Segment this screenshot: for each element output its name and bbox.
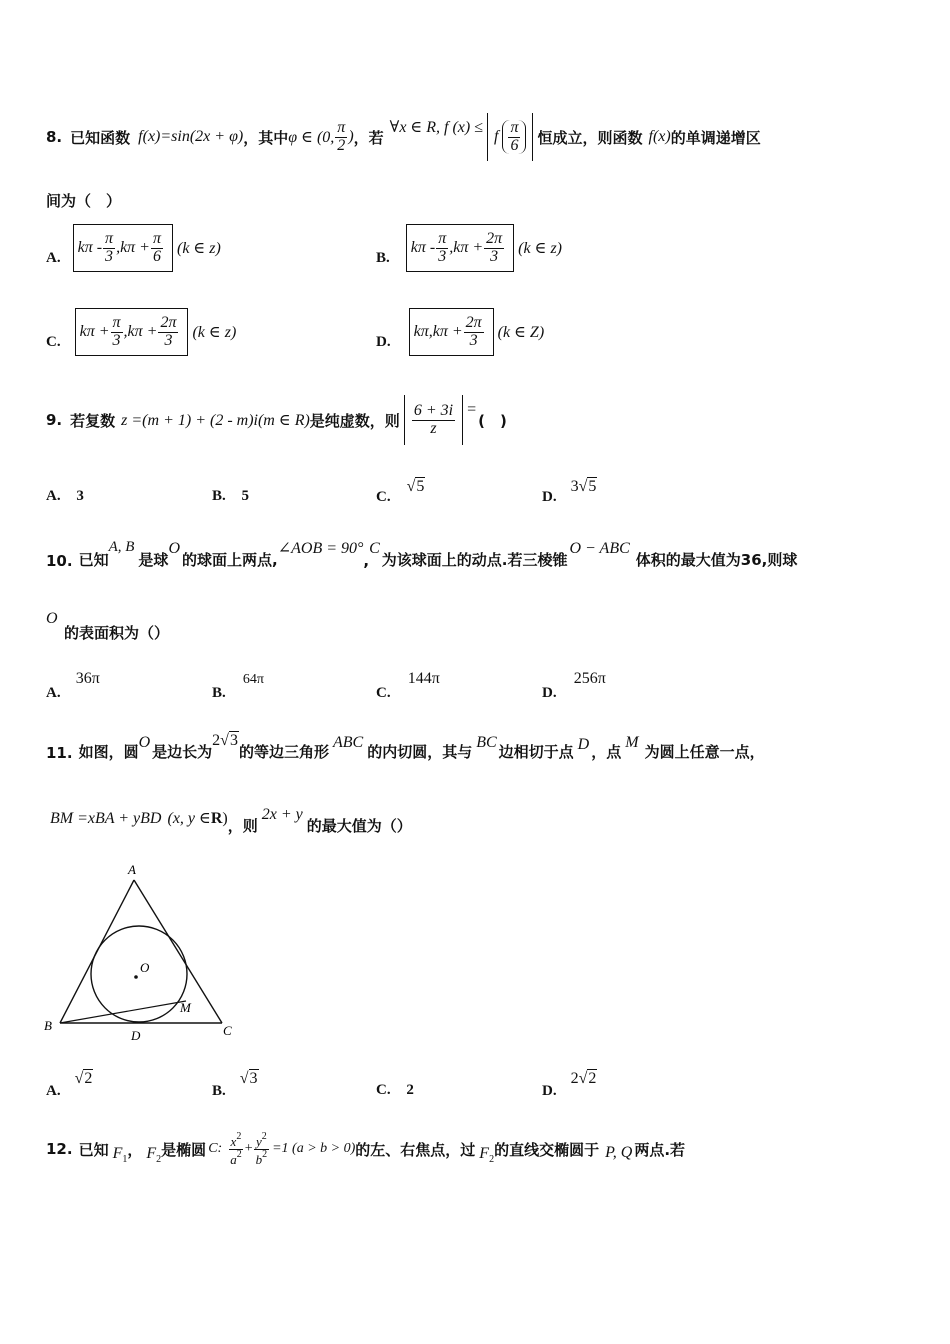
q10-number: 10.: [46, 552, 73, 570]
q8-option-c-label: C.: [46, 333, 61, 350]
q11-side-coef: 2: [212, 732, 221, 749]
q10-line-2: [46, 608, 58, 644]
question-10: [46, 534, 797, 570]
q11-option-b[interactable]: B. √3: [212, 1070, 258, 1099]
q12-c: C:: [208, 1141, 223, 1156]
q11-text-6: ，点: [591, 743, 622, 761]
q10-ab: A, B: [108, 539, 135, 555]
q8-text-1: 已知函数: [70, 128, 131, 147]
q9-option-a[interactable]: A. 3: [46, 488, 84, 504]
q12-text-4: 的直线交椭圆于: [494, 1140, 600, 1159]
q10-text-5: 体积的最大值为36,则球: [635, 551, 798, 569]
q12-f2: $F_2$: [146, 1145, 162, 1165]
q11-expr: 2x + y: [261, 806, 303, 823]
question-12: [46, 1124, 685, 1174]
q9-abs-frac: $\frac{6 + 3i}{z}$: [404, 395, 463, 445]
q11-cond-post: ): [222, 810, 228, 827]
q10-comma: ,: [363, 552, 370, 570]
q11-text-5: 边相切于点: [498, 743, 574, 761]
q12-text-2: 是椭圆: [161, 1140, 207, 1159]
label-b: B: [44, 1018, 52, 1033]
label-o: O: [140, 960, 150, 975]
q11-vector-eq: BM =xBA + yBD: [50, 810, 162, 827]
q8-option-c[interactable]: C. kπ + $\frac{\pi}{3}$ ,kπ + $\frac{2\pi}{3}$ (k ∈ z): [46, 306, 236, 358]
q10-text-3: 的球面上两点,: [182, 551, 278, 569]
q12-text-1: 已知: [78, 1140, 109, 1159]
q11-o: O: [138, 734, 151, 751]
q8-option-d-label: D.: [376, 333, 391, 350]
q9-option-c[interactable]: C. √5: [376, 478, 425, 505]
q8-text-3: ，若: [353, 128, 384, 147]
label-c: C: [223, 1023, 232, 1038]
q11-text-7: 为圆上任意一点，: [644, 743, 765, 761]
q11-option-d[interactable]: D. 2 √2: [542, 1070, 597, 1099]
q8-f-inner: f: [494, 128, 499, 145]
q12-plus: +: [244, 1141, 253, 1156]
q9-number: 9.: [46, 411, 63, 429]
q8-number: 8.: [46, 128, 63, 146]
q11-cond-r: R: [210, 810, 223, 827]
q8-paren-x: (x): [142, 128, 161, 145]
q8-function-expr: =sin(2x + φ): [160, 128, 244, 145]
q10-text-2: 是球: [138, 551, 169, 569]
q8-phi-range: φ ∈ (0,: [288, 129, 335, 146]
q9-text-3: ( ): [478, 411, 507, 430]
q12-number: 12.: [46, 1140, 73, 1158]
question-11: [46, 728, 765, 762]
q11-cond-pre: (x, y ∈: [167, 810, 211, 827]
q11-option-c[interactable]: C. 2: [376, 1082, 414, 1098]
q11-m: M: [625, 734, 639, 751]
q8-line-2: 间为（ ）: [46, 192, 122, 210]
q8-text-2: ，其中: [243, 128, 289, 147]
inscribed-circle: [91, 926, 187, 1022]
q8-option-b[interactable]: B. kπ - $\frac{\pi}{3}$ ,kπ + $\frac{2\pi}{3}$ (k ∈ z): [376, 222, 562, 274]
q10-o1: O: [168, 540, 180, 557]
q12-y-over-b: $\frac{y^2}{b^2}$: [255, 1130, 268, 1167]
q10-angle: ∠AOB = 90°: [277, 540, 364, 557]
q11-line-2: [46, 802, 412, 836]
label-m: M: [180, 1000, 191, 1015]
q8-option-b-label: B.: [376, 249, 390, 266]
q10-o2: O: [46, 610, 58, 627]
q8-close-paren: ): [348, 128, 354, 145]
q10-option-d[interactable]: D. 256π: [542, 670, 606, 701]
q9-option-b[interactable]: B. 5: [212, 488, 250, 504]
q8-option-a-label: A.: [46, 249, 61, 266]
q8-f2: f: [648, 128, 653, 145]
q12-f3: $F_2$: [479, 1145, 495, 1165]
q11-text-4: 的内切圆，其与: [367, 743, 473, 761]
q10-text-6: 的表面积为（）: [64, 624, 170, 642]
q9-expr: z =(m + 1) + (2 - m)i(m ∈ R): [121, 412, 310, 429]
q8-paren-x2: (x): [652, 128, 671, 145]
q12-x-over-a: $\frac{x^2}{a^2}$: [230, 1130, 242, 1167]
q8-option-d[interactable]: D. kπ,kπ + $\frac{2\pi}{3}$ (k ∈ Z): [376, 306, 544, 358]
q9-text-1: 若复数: [70, 411, 116, 430]
q11-abc: ABC: [332, 734, 364, 751]
q12-f1: $F_1$: [112, 1145, 128, 1165]
q11-option-a[interactable]: A. √2: [46, 1070, 93, 1099]
q12-ellipse-rest: =1 (a > b > 0): [272, 1141, 356, 1156]
q9-option-d[interactable]: D. 3 √5: [542, 478, 597, 505]
q10-text-1: 已知: [78, 551, 109, 569]
q11-text-3: 的等边三角形: [238, 743, 329, 761]
center-point-o: [134, 975, 138, 979]
label-d: D: [131, 1028, 141, 1043]
q10-oabc: O − ABC: [569, 540, 630, 557]
q11-d: D: [577, 736, 590, 753]
q9-equals: =: [467, 401, 477, 418]
q11-bc: BC: [476, 734, 497, 751]
q12-text-3: 的左、右焦点，过: [355, 1140, 476, 1159]
q11-number: 11.: [46, 744, 73, 762]
q11-figure: [40, 860, 240, 1045]
q10-option-a[interactable]: A. 36π: [46, 670, 100, 701]
q12-comma: ，: [127, 1140, 143, 1159]
q8-option-a[interactable]: A. kπ - $\frac{\pi}{3}$ ,kπ + $\frac{\pi}{6}$ (k ∈ z): [46, 222, 221, 274]
q8-pi-over-6: $\frac{\pi}{6}$: [510, 118, 519, 154]
q10-option-c[interactable]: C. 144π: [376, 670, 440, 701]
question-9: [46, 392, 507, 448]
q11-text-2: 是边长为: [152, 743, 213, 761]
q8-f: f: [138, 128, 143, 145]
q12-pq: P, Q: [605, 1144, 633, 1161]
q10-c: C: [369, 540, 380, 557]
question-8: [46, 112, 761, 162]
label-a: A: [128, 862, 136, 877]
q9-text-2: 是纯虚数，则: [309, 411, 400, 430]
q8-pi-over-2: $\frac{\pi}{2}$: [337, 118, 346, 154]
q12-text-5: 两点.若: [634, 1140, 686, 1159]
q11-text-9: 的最大值为（）: [306, 817, 412, 835]
q11-text-1: 如图，圆: [78, 743, 139, 761]
q8-text-5: 的单调递增区: [670, 128, 761, 147]
q10-text-4: 为该球面上的动点.若三棱锥: [381, 551, 568, 569]
q8-forall: ∀x ∈ R, f (x) ≤: [389, 119, 484, 136]
q8-abs-value: [487, 113, 533, 161]
q11-text-8: ，则: [227, 817, 258, 835]
q10-option-b[interactable]: B. 64π: [212, 672, 264, 701]
q8-text-4: 恒成立，则函数: [537, 128, 643, 147]
q11-side-sqrt: √3: [220, 732, 238, 749]
